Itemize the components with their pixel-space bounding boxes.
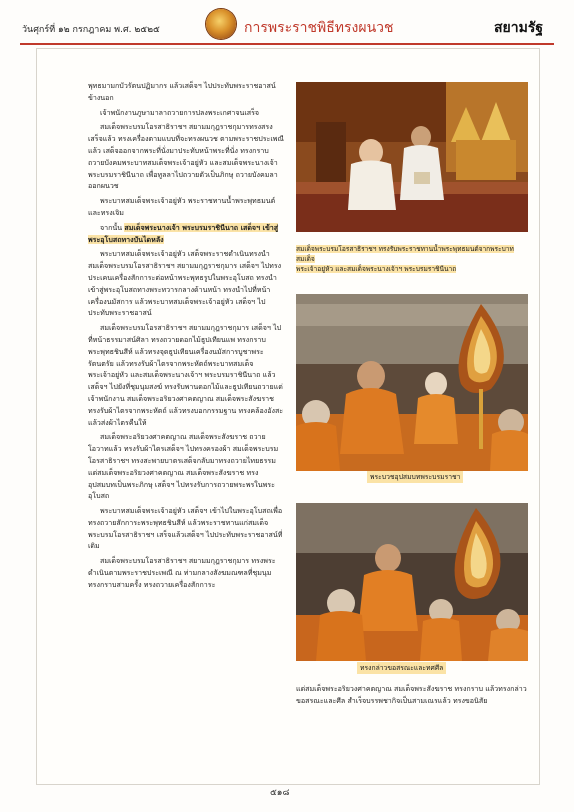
header-divider [20,43,554,45]
article-paragraph: สมเด็จพระบรมโอรสาธิราชฯ สยามมกุฎราชกุมาร ทรงพระดำเนินตามพระราชประเพณี ณ ท่ามกลางสังฆมณฑลที่ชุมนุม ทรงกราบสามครั้ง ทรงถวายเครื่องสักการะ [88,556,276,589]
section-title: การพระราชพิธีทรงผนวช [244,20,394,36]
royal-emblem-icon [206,9,236,39]
photo-caption: พระบวชอุปสมบทพระบรมราชา [367,471,463,483]
article-paragraph: พุทธมามกบัวรัตนปฏิมากร แล้วเสด็จฯ ไปประทับพระราชอาสน์ข้างนอก [88,81,276,102]
page-number: ๕๑๘ [270,788,290,798]
photo-royal-blessing [296,82,528,232]
article-column [88,80,284,785]
article-paragraph: เจ้าพนักงานภูษามาลาถวายการปลงพระเกศาจนเสร็จ [100,107,260,117]
article-paragraph: สมเด็จพระบรมโอรสาธิราชฯ สยามมกุฎราชกุมาร เสด็จฯ ไปที่หน้าธรรมาสน์ศิลา ทรงถวายดอกไม้ธูปเทียนแพ ทรงกราบพระพุทธชินสีห์ แล้วทรงจุดธูปเทียนเครื่องนมัสการบูชาพระรัตนตรัย แล้วทรงรับผ้าไตรจากพระหัตถ์พระบาทสมเด็จพระเจ้าอยู่หัว และสมเด็จพระนางเจ้าฯ พระบรมราชินีนาถ แล้วเสด็จฯ ไปยังที่ชุมนุมสงฆ์ ทรงรับพานดอกไม้และธูปเทียนถวายแด่เจ้าพนักงาน สมเด็จพระอริยวงศาคตญาณ สมเด็จพระสังฆราช ทรงรับผ้าไตรจากพระหัตถ์ แล้วทรงบอกกรรมฐาน ทรงคล้องอังสะ แล้วส่งผ้าไตรคืนให้ [88,323,284,427]
photo-ordination-ceremony [296,294,528,471]
article-paragraph: พระบาทสมเด็จพระเจ้าอยู่หัว เสด็จฯ เข้าไปในพระอุโบสถเพื่อทรงถวายสักการะพระพุทธชินสีห์ แล้วพระราชทานแก่สมเด็จพระบรมโอรสาธิราชฯ เสร็จแล้วเสด็จฯ ไปประทับพระราชอาสน์ที่เดิม [88,506,283,551]
publication-brand: สยามรัฐ [494,20,544,36]
article-paragraph: แด่สมเด็จพระอริยวงศาคตญาณ สมเด็จพระสังฆราช ทรงกราบ แล้วทรงกล่าวขอสรณะและศีล สำเร็จบรรพชากิจเป็นสามเณรแล้ว ทรงขอนิสัย [296,684,527,705]
article-continuation [296,683,528,707]
highlight-lead: จากนั้น [100,222,123,232]
photo-caption-line: พระเจ้าอยู่หัว และสมเด็จพระนางเจ้าฯ พระบรมราชินีนาถ [296,265,457,273]
photo-precepts [296,503,528,661]
highlight-paragraph [88,222,284,246]
highlighted-text: สมเด็จพระนางเจ้า พระบรมราชินีนาถ เสด็จฯ เข้าสู่พระอุโบสถทางบันไดหลัง [88,222,279,244]
article-paragraph: สมเด็จพระอริยวงศาคตญาณ สมเด็จพระสังฆราช ถวายโอวาทแล้ว ทรงรับผ้าไตรเสด็จฯ ไปทรงครองผ้า สมเด็จพระบรมโอรสาธิราชฯ ทรงสะพายบาตรเสด็จกลับมาทรงถวายไทยธรรมแด่สมเด็จพระอริยวงศาคตญาณ สมเด็จพระสังฆราช ทรงอุปสมบทเป็นพระภิกษุ เสด็จฯ ไปทรงรับการถวายพระพรในพระอุโบสถ [88,432,279,501]
article-paragraph: พระบาทสมเด็จพระเจ้าอยู่หัว เสด็จพระราชดำเนินทรงนำสมเด็จพระบรมโอรสาธิราชฯ สยามมกุฎราชกุมาร เสด็จฯ ไปทรงประเคนเครื่องสักการะต่อหน้าพระพุทธรูปในพระอุโบสถ ทรงนำเข้าสู่พระอุโบสถทางพระทวารกลางด้านหน้า ทรงนำไปที่หน้าเครื่องนมัสการ แล้วพระบาทสมเด็จพระเจ้าอยู่หัว เสด็จฯ ไปประทับพระราชอาสน์ [88,249,282,318]
article-paragraph: สมเด็จพระบรมโอรสาธิราชฯ สยามมกุฎราชกุมารทรงสรงเสร็จแล้ว ทรงเครื่องตามแบบที่จะทรงผนวช ตามพระราชประเพณีแล้ว เสด็จออกจากพระที่นั่งมาประทับหน้าพระที่นั่ง ทรงกราบถวายบังคมพระบาทสมเด็จพระเจ้าอยู่หัว และสมเด็จพระนางเจ้าพระบรมราชินีนาถ เพื่อทูลลาไปถวายตัวเป็นภิกษุ ถวายบังคมลาออกผนวช [88,122,284,191]
photo-caption-line: สมเด็จพระบรมโอรสาธิราชฯ ทรงรับพระราชทานน้ำพระพุทธมนต์จากพระบาทสมเด็จ [296,245,514,263]
photo-caption: ทรงกล่าวขอสรณะและทศศีล [357,662,446,674]
header-date: วันศุกร์ที่ ๑๒ กรกฎาคม พ.ศ. ๒๕๒๕ [22,25,160,35]
photo-caption [296,244,532,274]
article-paragraph: พระบาทสมเด็จพระเจ้าอยู่หัว พระราชทานน้ำพระพุทธมนต์ และทรงเจิม [88,196,276,217]
page-header [0,0,574,44]
